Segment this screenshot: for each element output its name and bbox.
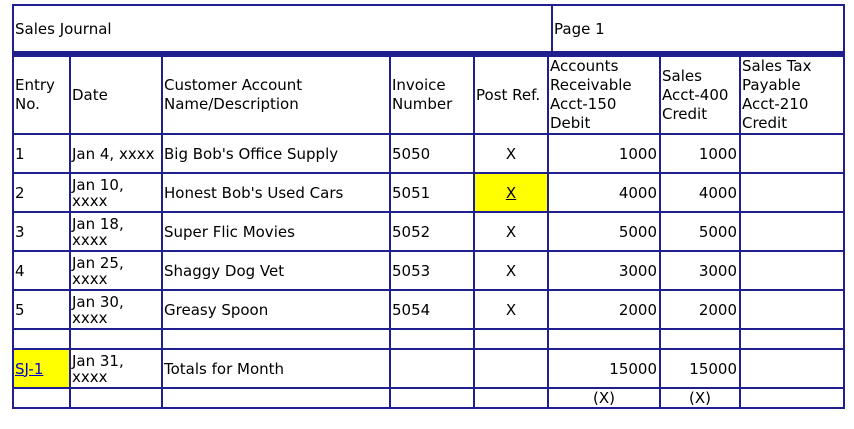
table-row bbox=[13, 251, 844, 290]
ar-debit: 4000 bbox=[548, 173, 660, 212]
post-ref: X bbox=[474, 290, 548, 329]
entry-date: Jan 25, xxxx bbox=[70, 251, 162, 290]
entry-date: Jan 18, xxxx bbox=[70, 212, 162, 251]
entry-date: Jan 4, xxxx bbox=[70, 134, 162, 173]
invoice-number: 5052 bbox=[390, 212, 474, 251]
ar-debit: 3000 bbox=[548, 251, 660, 290]
page-label: Page 1 bbox=[552, 5, 844, 53]
ar-debit: 1000 bbox=[548, 134, 660, 173]
header-invoice: Invoice Number bbox=[390, 56, 474, 134]
post-ref-link[interactable]: X bbox=[505, 183, 517, 202]
journal-title: Sales Journal bbox=[13, 5, 552, 53]
journal-table bbox=[12, 55, 845, 409]
header-post-ref: Post Ref. bbox=[474, 56, 548, 134]
journal-ref-link[interactable]: SJ-1 bbox=[15, 359, 44, 378]
header-sales-tax: Sales Tax Payable Acct-210 Credit bbox=[740, 56, 844, 134]
tax-credit bbox=[740, 173, 844, 212]
invoice-number: 5054 bbox=[390, 290, 474, 329]
sales-credit: 3000 bbox=[660, 251, 740, 290]
header-accounts-receivable: Accounts Receivable Acct-150 Debit bbox=[548, 56, 660, 134]
invoice-number: 5051 bbox=[390, 173, 474, 212]
header-customer: Customer Account Name/Description bbox=[162, 56, 390, 134]
post-ref-cell bbox=[474, 173, 548, 212]
entry-date: Jan 30, xxxx bbox=[70, 290, 162, 329]
header-entry: Entry No. bbox=[13, 56, 70, 134]
posting-row bbox=[13, 388, 844, 408]
totals-date: Jan 31, xxxx bbox=[70, 349, 162, 388]
post-ref: X bbox=[474, 251, 548, 290]
journal-title-bar bbox=[12, 4, 845, 55]
sales-credit: 4000 bbox=[660, 173, 740, 212]
entry-no: 2 bbox=[13, 173, 70, 212]
invoice-number: 5053 bbox=[390, 251, 474, 290]
table-row bbox=[13, 134, 844, 173]
sales-credit: 2000 bbox=[660, 290, 740, 329]
entry-no: 3 bbox=[13, 212, 70, 251]
tax-credit bbox=[740, 134, 844, 173]
entry-no: 4 bbox=[13, 251, 70, 290]
entry-no: 1 bbox=[13, 134, 70, 173]
table-row bbox=[13, 290, 844, 329]
sales-credit: 1000 bbox=[660, 134, 740, 173]
header-row bbox=[13, 56, 844, 134]
header-date: Date bbox=[70, 56, 162, 134]
ar-debit: 5000 bbox=[548, 212, 660, 251]
ar-posted-mark: (X) bbox=[548, 388, 660, 408]
sales-credit: 5000 bbox=[660, 212, 740, 251]
ar-total: 15000 bbox=[548, 349, 660, 388]
table-row bbox=[13, 173, 844, 212]
sales-posted-mark: (X) bbox=[660, 388, 740, 408]
post-ref: X bbox=[474, 212, 548, 251]
customer-name: Super Flic Movies bbox=[162, 212, 390, 251]
customer-name: Big Bob's Office Supply bbox=[162, 134, 390, 173]
blank-row bbox=[13, 329, 844, 349]
customer-name: Honest Bob's Used Cars bbox=[162, 173, 390, 212]
totals-row bbox=[13, 349, 844, 388]
header-sales: Sales Acct-400 Credit bbox=[660, 56, 740, 134]
tax-credit bbox=[740, 251, 844, 290]
customer-name: Greasy Spoon bbox=[162, 290, 390, 329]
journal-ref-cell bbox=[13, 349, 70, 388]
entry-no: 5 bbox=[13, 290, 70, 329]
invoice-number: 5050 bbox=[390, 134, 474, 173]
ar-debit: 2000 bbox=[548, 290, 660, 329]
entry-date: Jan 10, xxxx bbox=[70, 173, 162, 212]
tax-credit bbox=[740, 212, 844, 251]
customer-name: Shaggy Dog Vet bbox=[162, 251, 390, 290]
post-ref: X bbox=[474, 134, 548, 173]
totals-label: Totals for Month bbox=[162, 349, 390, 388]
table-row bbox=[13, 212, 844, 251]
sales-total: 15000 bbox=[660, 349, 740, 388]
tax-credit bbox=[740, 290, 844, 329]
sales-journal bbox=[12, 4, 845, 409]
